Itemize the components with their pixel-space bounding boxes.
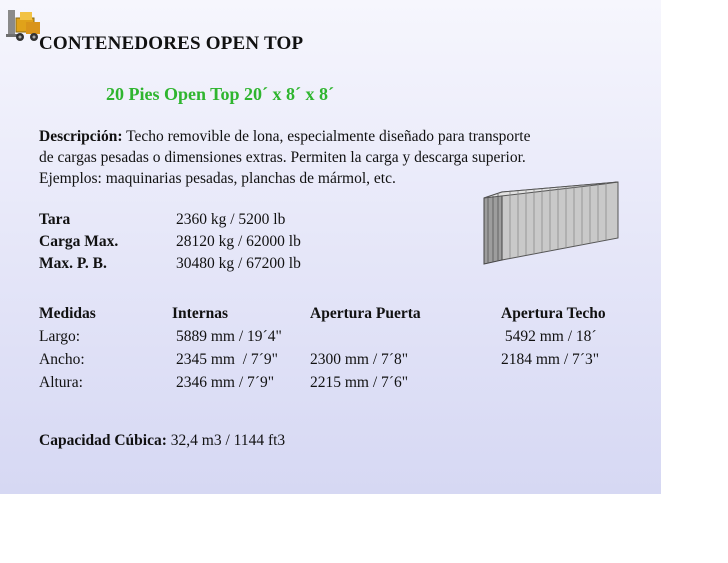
measure-largo-techo: 5492 mm / 18´: [501, 328, 597, 345]
weight-label-max: Max. P. B.: [39, 255, 107, 272]
weight-value-max: 30480 kg / 67200 lb: [176, 255, 301, 272]
weight-value-carga: 28120 kg / 62000 lb: [176, 233, 301, 250]
measures-header-medidas: Medidas: [39, 305, 96, 322]
open-top-container-illustration: [480, 180, 622, 272]
description-line-3: Ejemplos: maquinarias pesadas, planchas de mármol, etc.: [39, 170, 396, 187]
weight-value-tara: 2360 kg / 5200 lb: [176, 211, 286, 228]
capacity-label: Capacidad Cúbica:: [39, 432, 167, 449]
description-label: Descripción:: [39, 128, 123, 145]
measure-largo-internas: 5889 mm / 19´4": [176, 328, 282, 345]
description-line-1: Techo removible de lona, especialmente diseñado para transporte: [122, 128, 531, 145]
page-subtitle: 20 Pies Open Top 20´ x 8´ x 8´: [106, 84, 335, 104]
measure-label-ancho: Ancho:: [39, 351, 85, 368]
measure-altura-puerta: 2215 mm / 7´6": [310, 374, 409, 391]
measure-ancho-puerta: 2300 mm / 7´8": [310, 351, 409, 368]
measure-label-altura: Altura:: [39, 374, 83, 391]
measure-altura-internas: 2346 mm / 7´9": [176, 374, 275, 391]
capacity-value: 32,4 m3 / 1144 ft3: [166, 432, 286, 449]
measure-label-largo: Largo:: [39, 328, 81, 345]
page-title: CONTENEDORES OPEN TOP: [39, 33, 304, 54]
weight-label-carga: Carga Max.: [39, 233, 119, 250]
forklift-logo-icon: [6, 8, 42, 42]
measures-header-puerta: Apertura Puerta: [310, 305, 421, 322]
weight-label-tara: Tara: [39, 211, 71, 228]
measure-ancho-internas: 2345 mm / 7´9": [176, 351, 278, 368]
measures-header-internas: Internas: [172, 305, 228, 322]
capacity-line: [39, 432, 285, 450]
description-line-2: de cargas pesadas o dimensiones extras. Permiten la carga y descarga superior.: [39, 149, 526, 166]
measure-ancho-techo: 2184 mm / 7´3": [501, 351, 600, 368]
measures-header-techo: Apertura Techo: [501, 305, 606, 322]
